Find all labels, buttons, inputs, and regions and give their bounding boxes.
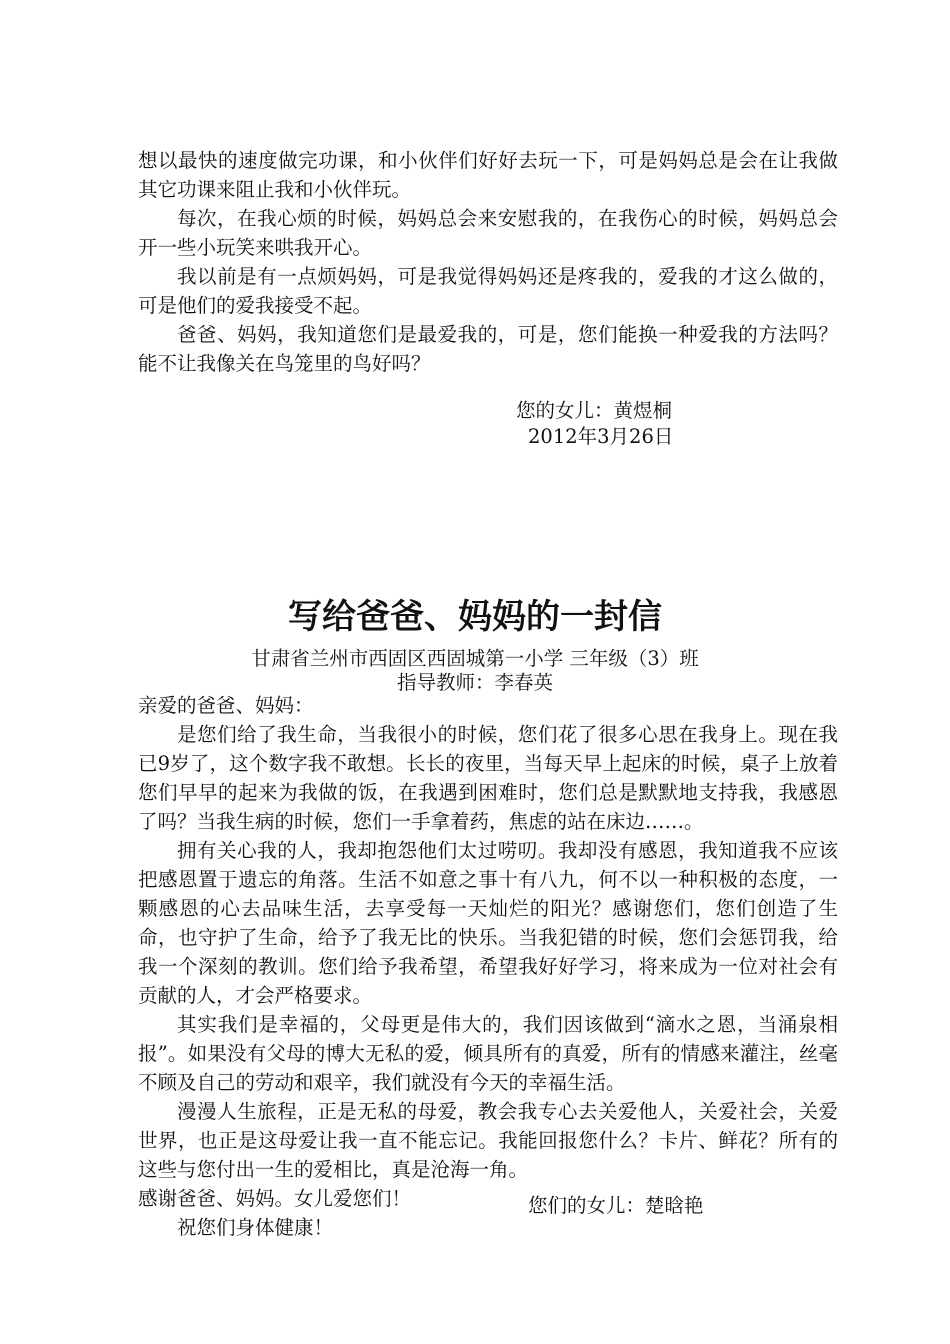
- letter2-body: [138, 691, 838, 1242]
- letter2-title: 写给爸爸、妈妈的一封信: [288, 597, 662, 637]
- letter2-wish: 祝您们身体健康！: [177, 1216, 334, 1239]
- letter1-paragraph-3: 我以前是有一点烦妈妈，可是我觉得妈妈还是疼我的，爱我的才这么做的，可是他们的爱我接受不起。: [138, 265, 838, 317]
- letter2-paragraph-3: 其实我们是幸福的，父母更是伟大的，我们因该做到“滴水之恩，当涌泉相报”。如果没有父母的博大无私的爱，倾具所有的真爱，所有的情感来灌注，丝毫不顾及自己的劳动和艰辛，我们就没有今天的幸福生活。: [138, 1013, 838, 1094]
- letter1-paragraph-1: 想以最快的速度做完功课，和小伙伴们好好去玩一下，可是妈妈总是会在让我做其它功课来阻止我和小伙伴玩。: [138, 149, 838, 201]
- letter1-date: 2012年3月26日: [528, 425, 674, 448]
- letter2-paragraph-2: 拥有关心我的人，我却抱怨他们太过唠叨。我却没有感恩，我知道我不应该把感恩置于遗忘的角落。生活不如意之事十有八九，何不以一种积极的态度，一颗感恩的心去品味生活，去享受每一天灿烂的阳光？感谢您们，您们创造了生命，也守护了生命，给予了我无比的快乐。当我犯错的时候，您们会惩罚我，给我一个深刻的教训。您们给予我希望，希望我好好学习，将来成为一位对社会有贡献的人，才会严格要求。: [138, 839, 838, 1007]
- letter2-paragraph-1: 是您们给了我生命，当我很小的时候，您们花了很多心思在我身上。现在我已9岁了，这个数字我不敢想。长长的夜里，当每天早上起床的时候，桌子上放着您们早早的起来为我做的饭，在我遇到困难时，您们总是默默地支持我，我感恩了吗？当我生病的时候，您们一手拿着药，焦虑的站在床边……。: [138, 723, 838, 833]
- letter2-thanks: 感谢爸爸、妈妈。女儿爱您们！: [138, 1187, 412, 1210]
- letter2-signature: 您们的女儿：楚晗艳: [528, 1194, 704, 1217]
- letter1-body: [138, 146, 838, 378]
- letter2-salutation: 亲爱的爸爸、妈妈：: [138, 694, 314, 717]
- letter2-teacher: 指导教师：李春英: [396, 671, 553, 694]
- letter1-signature: 您的女儿：黄煜桐: [516, 399, 673, 422]
- letter2-paragraph-4: 漫漫人生旅程，正是无私的母爱，教会我专心去关爱他人，关爱社会，关爱世界，也正是这母爱让我一直不能忘记。我能回报您什么？卡片、鲜花？所有的这些与您付出一生的爱相比，真是沧海一角。: [138, 1100, 838, 1181]
- letter1-paragraph-2: 每次，在我心烦的时候，妈妈总会来安慰我的，在我伤心的时候，妈妈总会开一些小玩笑来哄我开心。: [138, 207, 838, 259]
- letter1-paragraph-4: 爸爸、妈妈，我知道您们是最爱我的，可是，您们能换一种爱我的方法吗？能不让我像关在鸟笼里的鸟好吗？: [138, 323, 838, 375]
- letter2-school: 甘肃省兰州市西固区西固城第一小学 三年级（3）班: [251, 647, 699, 670]
